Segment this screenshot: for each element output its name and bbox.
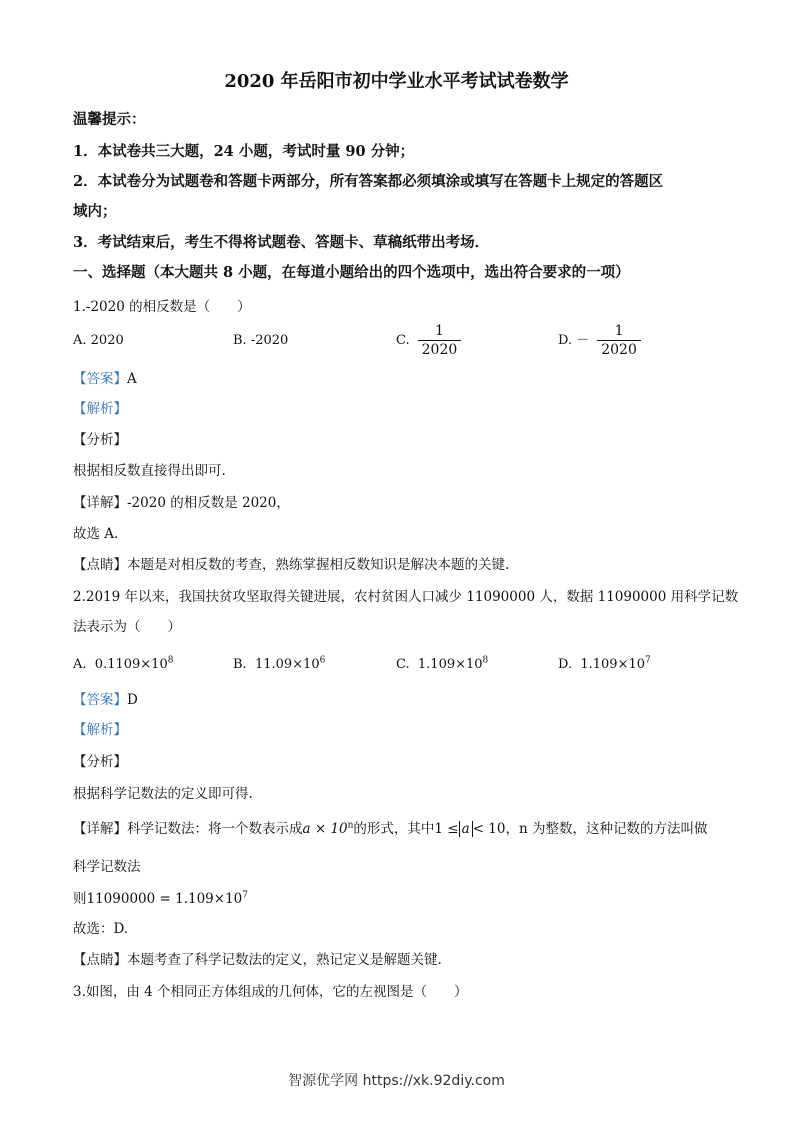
q2-option-d-exp: 7 <box>645 655 651 666</box>
footer-watermark: 智源优学网 https://xk.92diy.com <box>288 1073 505 1089</box>
q2-option-c-exp: 8 <box>482 655 489 666</box>
q2-detail-part1: 【详解】科学记数法：将一个数表示成 <box>73 821 303 837</box>
q2-option-d <box>558 655 651 675</box>
q1-option-c-label: C. <box>396 333 410 348</box>
q2-detail-part2: 的形式，其中 <box>353 821 435 837</box>
q2-result-eq: 11090000 = 1.109×10 <box>86 891 243 907</box>
q1-fenxi-text: 根据相反数直接得出即可. <box>73 463 226 479</box>
notice-item-3: 3．考试结束后，考生不得将试题卷、答题卡、草稿纸带出考场． <box>73 234 490 251</box>
q1-option-a: A. 2020 <box>73 333 124 348</box>
q2-detail-ineq-left: 1 ≤ <box>434 821 459 837</box>
q1-analysis-tag: 【解析】 <box>73 401 127 417</box>
q2-answer-value: D <box>127 692 138 708</box>
section-heading: 一、选择题（本大题共 8 小题，在每道小题给出的四个选项中，选出符合要求的一项） <box>73 264 630 281</box>
q2-option-b-label: B. <box>233 657 247 672</box>
q1-option-d-label: D. － <box>558 333 590 348</box>
q2-detail-formula: a × 10 <box>302 821 348 837</box>
notice-item-1: 1．本试卷共三大题，24 小题，考试时量 90 分钟； <box>73 143 415 160</box>
q1-comment: 【点睛】本题是对相反数的考查，熟练掌握相反数知识是解决本题的关键. <box>73 557 510 573</box>
q2-option-c <box>396 655 488 675</box>
q1-option-c-numerator: 1 <box>418 322 462 341</box>
q2-detail-formula-exp: n <box>347 820 354 831</box>
q1-option-b: B. -2020 <box>233 333 289 348</box>
q2-stem-line1: 2.2019 年以来，我国扶贫攻坚取得关键进展，农村贫困人口减少 11090000 人，数据 11090000 用科学记数 <box>73 589 739 605</box>
q2-detail <box>73 819 707 839</box>
q1-answer <box>73 369 137 389</box>
q1-option-d-numerator: 1 <box>597 322 641 341</box>
q2-detail-ineq-right: < 10 <box>472 821 506 837</box>
q2-result <box>73 889 248 909</box>
q1-option-c <box>396 322 461 359</box>
q1-answer-tag: 【答案】 <box>73 371 127 387</box>
q2-option-b-base: 11.09×10 <box>254 657 320 672</box>
notice-item-2-cont: 域内； <box>73 203 117 220</box>
q2-result-exp: 7 <box>242 890 248 901</box>
q2-option-c-label: C. <box>396 657 410 672</box>
q1-option-d-fraction <box>597 322 641 359</box>
q2-choose: 故选：D. <box>73 921 129 937</box>
q1-stem: 1.-2020 的相反数是（ ） <box>73 299 251 315</box>
q1-detail: 【详解】-2020 的相反数是 2020， <box>73 495 290 511</box>
q2-option-d-base: 1.109×10 <box>580 657 646 672</box>
notice-item-2: 2．本试卷分为试题卷和答题卡两部分，所有答案都必须填涂或填写在答题卡上规定的答题区 <box>73 173 664 190</box>
q2-fenxi-text: 根据科学记数法的定义即可得. <box>73 786 253 802</box>
q2-option-a-label: A. <box>73 657 87 672</box>
q2-detail-ineq-abs: a <box>459 821 473 837</box>
q2-detail-line2: 科学记数法 <box>73 859 141 875</box>
q1-choose: 故选 A. <box>73 526 119 542</box>
q1-option-c-fraction <box>418 322 462 359</box>
notice-heading: 温馨提示： <box>73 111 146 128</box>
q2-stem-line2: 法表示为（ ） <box>73 619 181 635</box>
q2-option-b-exp: 6 <box>319 655 326 666</box>
q2-fenxi-tag: 【分析】 <box>73 754 127 770</box>
q1-option-d <box>558 322 641 359</box>
q2-result-prefix: 则 <box>73 891 87 907</box>
q1-fenxi-tag: 【分析】 <box>73 432 127 448</box>
q2-option-b <box>233 655 325 675</box>
q2-comment: 【点睛】本题考查了科学记数法的定义，熟记定义是解题关键. <box>73 952 442 968</box>
q2-option-a <box>73 655 173 675</box>
q2-answer <box>73 690 138 710</box>
q1-option-d-denominator: 2020 <box>601 342 637 358</box>
q2-option-d-label: D. <box>558 657 573 672</box>
q1-answer-value: A <box>127 371 137 387</box>
q2-detail-part3: ，n 为整数，这种记数的方法叫做 <box>505 821 708 837</box>
q2-analysis-tag: 【解析】 <box>73 722 127 738</box>
q2-option-c-base: 1.109×10 <box>417 657 483 672</box>
q2-option-a-base: 0.1109×10 <box>94 657 168 672</box>
page-title: 2020 年岳阳市初中学业水平考试试卷数学 <box>224 71 569 92</box>
q2-answer-tag: 【答案】 <box>73 692 127 708</box>
q3-stem: 3.如图，由 4 个相同正方体组成的几何体，它的左视图是（ ） <box>73 984 468 1000</box>
q2-option-a-exp: 8 <box>167 655 174 666</box>
q1-option-c-denominator: 2020 <box>421 342 458 358</box>
